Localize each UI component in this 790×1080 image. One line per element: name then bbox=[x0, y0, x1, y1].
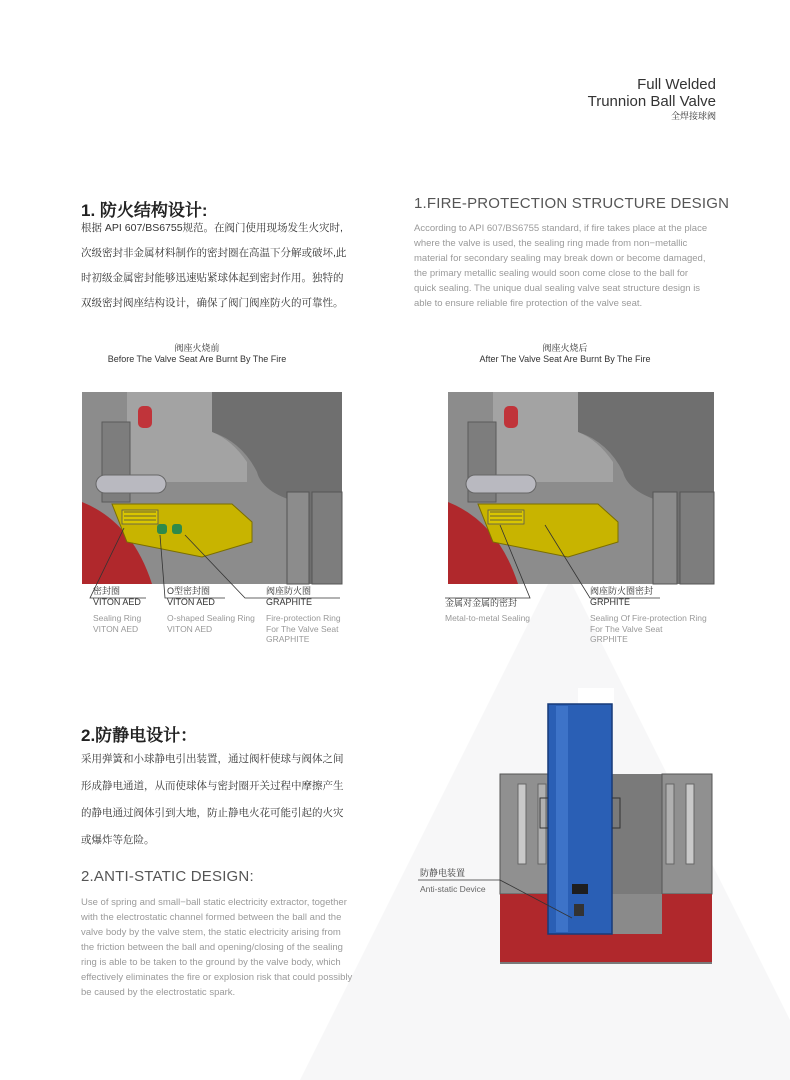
before-label-1-cn: 密封圈 bbox=[93, 586, 121, 596]
figure-before-caption-en: Before The Valve Seat Are Burnt By The Fire bbox=[107, 354, 287, 364]
section1-body-en-line: where the valve is used, the sealing ring made from non−metallic bbox=[414, 238, 688, 249]
section1-body-en-line: able to ensure reliable fire protection of the valve seat. bbox=[414, 298, 643, 309]
sub-line: GRAPHITE bbox=[266, 634, 310, 644]
section2-body-cn-line: 形成静电通道，从而使球体与密封圈开关过程中摩擦产生 bbox=[81, 780, 344, 792]
before-label-2-cn: O型密封圈 bbox=[167, 586, 211, 596]
before-label-2-en: VITON AED bbox=[167, 597, 215, 607]
section1-body-cn-line: 时初级金属密封能够迅速贴紧球体起到密封作用。独特的 bbox=[81, 272, 344, 284]
header-title-cn: 全焊接球阀 bbox=[670, 111, 716, 121]
section2-body-en-line: be caused by the electrostatic spark. bbox=[81, 987, 236, 998]
sub-line: Metal-to-metal Sealing bbox=[445, 613, 531, 623]
section1-body-cn-line: 根据 API 607/BS6755规范。在阀门使用现场发生火灾时, bbox=[81, 222, 343, 234]
sub-line: For The Valve Seat bbox=[590, 623, 663, 634]
section2-body-en-line: with the electrostatic channel formed between the ball and the bbox=[81, 912, 342, 923]
before-label-3-cn: 阀座防火圈 bbox=[266, 586, 312, 596]
section1-body-en-line: According to API 607/BS6755 standard, if fire takes place at the place bbox=[414, 223, 708, 234]
section2-body-cn-line: 或爆炸等危险。 bbox=[81, 834, 155, 846]
antistatic-label-cn: 防静电装置 bbox=[420, 868, 466, 878]
figure-after-caption-en: After The Valve Seat Are Burnt By The Fire bbox=[479, 354, 651, 364]
section1-heading-cn: 1. 防火结构设计: bbox=[81, 201, 208, 220]
before-label-1-en: VITON AED bbox=[93, 597, 141, 607]
section2-body-cn-line: 的静电通过阀体引到大地，防止静电火花可能引起的火灾 bbox=[81, 807, 344, 819]
sub-line: Sealing Of Fire-protection Ring bbox=[590, 613, 707, 623]
section1-body-en-line: material for secondary sealing may break down or become damaged, bbox=[414, 253, 706, 264]
section1-body-en-line: quick sealing. The unique dual sealing valve seat structure design is bbox=[414, 283, 701, 294]
section2-body-en-line: Use of spring and small−ball static electricity extractor, together bbox=[81, 897, 347, 908]
header-title-line1: Full Welded bbox=[637, 76, 716, 93]
after-label-1-cn: 金属对金属的密封 bbox=[445, 598, 518, 608]
before-label-3-en: GRAPHITE bbox=[266, 597, 313, 607]
section2-heading-en: 2.ANTI-STATIC DESIGN: bbox=[81, 868, 254, 885]
sub-line: Sealing Ring bbox=[93, 613, 142, 623]
figure-before-caption-cn: 阀座火烧前 bbox=[174, 343, 220, 353]
section1-body-cn-line: 次级密封非金属材料制作的密封圈在高温下分解或破坏,此 bbox=[81, 247, 347, 259]
antistatic-label bbox=[420, 868, 465, 879]
sub-line: VITON AED bbox=[167, 623, 213, 634]
after-label-2-cn: 阀座防火圈密封 bbox=[590, 586, 654, 596]
figure-after-caption-cn: 阀座火烧后 bbox=[542, 343, 588, 353]
section1-body-cn-line: 双级密封阀座结构设计，确保了阀门阀座防火的可靠性。 bbox=[81, 297, 344, 309]
section2-heading-cn: 2.防静电设计： bbox=[81, 726, 198, 745]
header-title-line2: Trunnion Ball Valve bbox=[587, 93, 716, 110]
section1-heading-en: 1.FIRE-PROTECTION STRUCTURE DESIGN bbox=[414, 195, 730, 212]
section2-body-en-line: valve body by the valve stem, the static electricity arising from bbox=[81, 927, 341, 938]
section1-body-en-line: the primary metallic sealing would soon come close to the ball for bbox=[414, 268, 689, 279]
sub-line: Fire-protection Ring bbox=[266, 613, 341, 623]
antistatic-label-en: Anti-static Device bbox=[420, 884, 486, 894]
section2-body-en-line: the friction between the ball and opening/closing of the sealing bbox=[81, 942, 343, 953]
sub-line: O-shaped Sealing Ring bbox=[167, 613, 255, 623]
section2-body-cn-line: 采用弹簧和小球静电引出装置，通过阀杆使球与阀体之间 bbox=[81, 753, 344, 765]
sub-line: GRPHITE bbox=[590, 634, 628, 644]
section2-body-en-line: effectively eliminates the fire or explosion risk that could possibly bbox=[81, 972, 353, 983]
section2-body-en-line: ring is able to be taken to the ground by the valve body, which bbox=[81, 957, 341, 968]
sub-line: For The Valve Seat bbox=[266, 623, 339, 634]
after-label-2-en: GRPHITE bbox=[590, 597, 631, 607]
sub-line: VITON AED bbox=[93, 623, 139, 634]
